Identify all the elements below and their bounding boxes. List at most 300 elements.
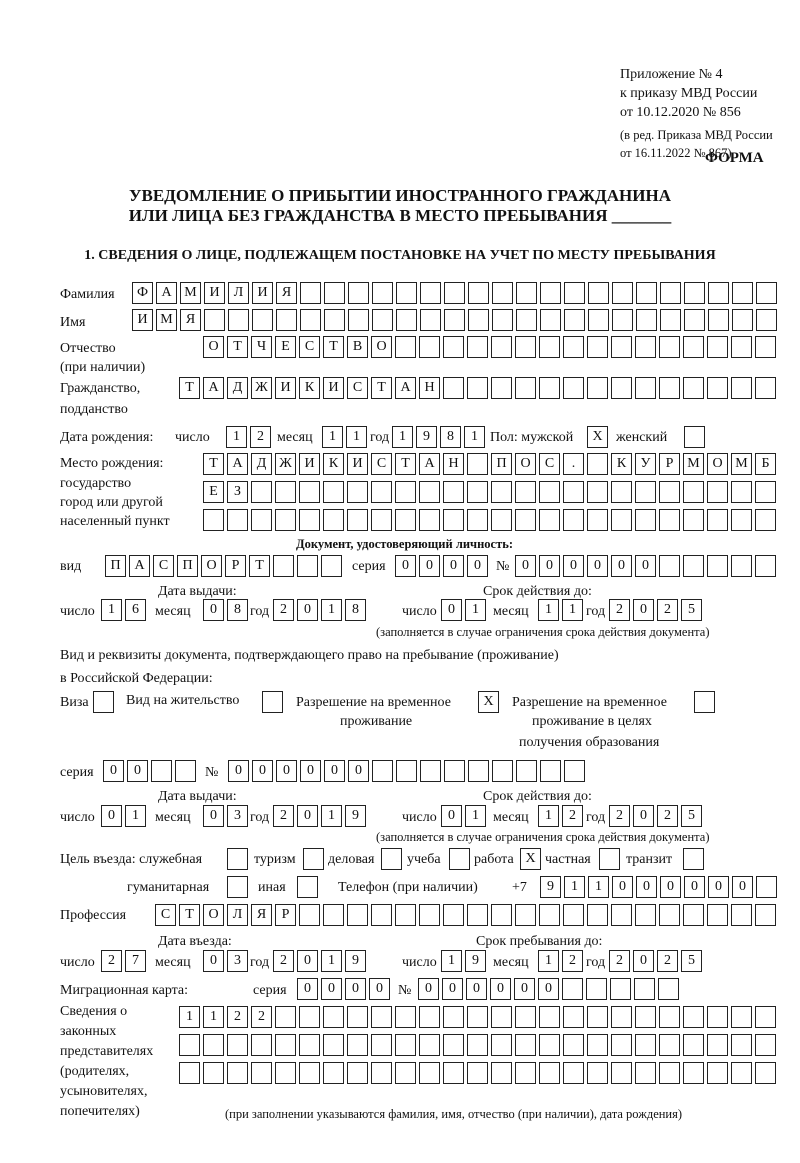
char-cell[interactable]: И bbox=[204, 282, 225, 304]
char-cell[interactable] bbox=[539, 336, 560, 358]
char-cell[interactable] bbox=[467, 904, 488, 926]
char-cell[interactable] bbox=[563, 904, 584, 926]
char-cell[interactable]: А bbox=[203, 377, 224, 399]
char-cell[interactable]: М bbox=[156, 309, 177, 331]
char-cell[interactable]: З bbox=[227, 481, 248, 503]
char-cell[interactable]: 1 bbox=[465, 805, 486, 827]
char-cell[interactable] bbox=[515, 1062, 536, 1084]
char-cell[interactable] bbox=[275, 1006, 296, 1028]
char-cell[interactable] bbox=[396, 282, 417, 304]
char-cell[interactable]: 1 bbox=[322, 426, 343, 448]
char-cell[interactable] bbox=[755, 481, 776, 503]
char-cell[interactable] bbox=[348, 282, 369, 304]
id-issue-month-field[interactable] bbox=[203, 599, 251, 621]
char-cell[interactable]: С bbox=[371, 453, 392, 475]
char-cell[interactable] bbox=[371, 1062, 392, 1084]
char-cell[interactable] bbox=[660, 282, 681, 304]
char-cell[interactable] bbox=[371, 1006, 392, 1028]
char-cell[interactable] bbox=[587, 1034, 608, 1056]
char-cell[interactable] bbox=[323, 1062, 344, 1084]
purpose-humanitarian-checkbox[interactable] bbox=[227, 876, 251, 898]
char-cell[interactable]: К bbox=[323, 453, 344, 475]
char-cell[interactable] bbox=[539, 1006, 560, 1028]
char-cell[interactable] bbox=[659, 377, 680, 399]
char-cell[interactable]: А bbox=[129, 555, 150, 577]
birthplace-field-3[interactable] bbox=[203, 509, 779, 531]
char-cell[interactable] bbox=[635, 481, 656, 503]
char-cell[interactable] bbox=[297, 555, 318, 577]
char-cell[interactable]: 2 bbox=[251, 1006, 272, 1028]
char-cell[interactable] bbox=[151, 760, 172, 782]
char-cell[interactable] bbox=[467, 1062, 488, 1084]
char-cell[interactable] bbox=[684, 309, 705, 331]
char-cell[interactable]: 0 bbox=[515, 555, 536, 577]
char-cell[interactable] bbox=[731, 481, 752, 503]
char-cell[interactable] bbox=[381, 848, 402, 870]
char-cell[interactable]: 0 bbox=[395, 555, 416, 577]
char-cell[interactable]: 0 bbox=[490, 978, 511, 1000]
char-cell[interactable] bbox=[540, 760, 561, 782]
purpose-work-checkbox[interactable] bbox=[520, 848, 544, 870]
char-cell[interactable]: 0 bbox=[563, 555, 584, 577]
char-cell[interactable]: Т bbox=[371, 377, 392, 399]
char-cell[interactable] bbox=[755, 904, 776, 926]
char-cell[interactable]: 0 bbox=[708, 876, 729, 898]
char-cell[interactable] bbox=[611, 1006, 632, 1028]
char-cell[interactable]: 0 bbox=[442, 978, 463, 1000]
char-cell[interactable]: О bbox=[201, 555, 222, 577]
char-cell[interactable]: И bbox=[252, 282, 273, 304]
char-cell[interactable] bbox=[203, 1062, 224, 1084]
char-cell[interactable]: 1 bbox=[538, 950, 559, 972]
char-cell[interactable]: С bbox=[347, 377, 368, 399]
char-cell[interactable] bbox=[587, 1006, 608, 1028]
char-cell[interactable] bbox=[756, 309, 777, 331]
char-cell[interactable] bbox=[419, 1006, 440, 1028]
char-cell[interactable]: 1 bbox=[538, 805, 559, 827]
purpose-business-checkbox[interactable] bbox=[381, 848, 405, 870]
char-cell[interactable]: К bbox=[611, 453, 632, 475]
char-cell[interactable]: 8 bbox=[227, 599, 248, 621]
rd-issue-month-field[interactable] bbox=[203, 805, 251, 827]
char-cell[interactable] bbox=[683, 481, 704, 503]
char-cell[interactable]: 5 bbox=[681, 950, 702, 972]
char-cell[interactable]: 2 bbox=[657, 599, 678, 621]
char-cell[interactable]: И bbox=[299, 453, 320, 475]
char-cell[interactable]: О bbox=[203, 336, 224, 358]
char-cell[interactable]: 0 bbox=[467, 555, 488, 577]
char-cell[interactable]: 1 bbox=[179, 1006, 200, 1028]
char-cell[interactable] bbox=[300, 282, 321, 304]
char-cell[interactable] bbox=[683, 1062, 704, 1084]
char-cell[interactable]: 0 bbox=[635, 555, 656, 577]
char-cell[interactable]: 0 bbox=[441, 599, 462, 621]
char-cell[interactable] bbox=[251, 481, 272, 503]
char-cell[interactable] bbox=[516, 309, 537, 331]
char-cell[interactable]: 1 bbox=[125, 805, 146, 827]
char-cell[interactable]: 0 bbox=[443, 555, 464, 577]
char-cell[interactable]: 1 bbox=[538, 599, 559, 621]
char-cell[interactable] bbox=[635, 336, 656, 358]
char-cell[interactable] bbox=[347, 1006, 368, 1028]
char-cell[interactable]: 2 bbox=[273, 805, 294, 827]
char-cell[interactable]: 2 bbox=[609, 805, 630, 827]
char-cell[interactable] bbox=[755, 1034, 776, 1056]
char-cell[interactable]: 0 bbox=[538, 978, 559, 1000]
char-cell[interactable]: О bbox=[371, 336, 392, 358]
char-cell[interactable] bbox=[371, 1034, 392, 1056]
char-cell[interactable] bbox=[203, 509, 224, 531]
char-cell[interactable] bbox=[300, 309, 321, 331]
char-cell[interactable]: А bbox=[156, 282, 177, 304]
char-cell[interactable] bbox=[659, 1006, 680, 1028]
char-cell[interactable]: М bbox=[731, 453, 752, 475]
char-cell[interactable]: X bbox=[587, 426, 608, 448]
char-cell[interactable] bbox=[275, 1034, 296, 1056]
char-cell[interactable] bbox=[419, 509, 440, 531]
char-cell[interactable] bbox=[731, 377, 752, 399]
char-cell[interactable] bbox=[564, 282, 585, 304]
char-cell[interactable] bbox=[635, 1006, 656, 1028]
char-cell[interactable]: Н bbox=[419, 377, 440, 399]
char-cell[interactable] bbox=[491, 1006, 512, 1028]
reps-field-2[interactable] bbox=[179, 1034, 779, 1056]
char-cell[interactable] bbox=[563, 481, 584, 503]
char-cell[interactable]: 0 bbox=[441, 805, 462, 827]
char-cell[interactable] bbox=[93, 691, 114, 713]
mc-number-field[interactable] bbox=[418, 978, 682, 1000]
char-cell[interactable] bbox=[563, 1062, 584, 1084]
char-cell[interactable] bbox=[262, 691, 283, 713]
char-cell[interactable] bbox=[491, 377, 512, 399]
char-cell[interactable] bbox=[707, 904, 728, 926]
char-cell[interactable] bbox=[755, 1006, 776, 1028]
id-number-field[interactable] bbox=[515, 555, 779, 577]
char-cell[interactable] bbox=[395, 1034, 416, 1056]
purpose-transit-checkbox[interactable] bbox=[683, 848, 707, 870]
stay-year-field[interactable] bbox=[609, 950, 705, 972]
char-cell[interactable] bbox=[755, 377, 776, 399]
char-cell[interactable]: 2 bbox=[227, 1006, 248, 1028]
char-cell[interactable] bbox=[562, 978, 583, 1000]
char-cell[interactable]: Ч bbox=[251, 336, 272, 358]
char-cell[interactable] bbox=[635, 377, 656, 399]
char-cell[interactable] bbox=[539, 1034, 560, 1056]
phone-field[interactable] bbox=[540, 876, 780, 898]
char-cell[interactable]: 9 bbox=[416, 426, 437, 448]
char-cell[interactable] bbox=[443, 904, 464, 926]
char-cell[interactable]: 1 bbox=[464, 426, 485, 448]
stay-day-field[interactable] bbox=[441, 950, 489, 972]
char-cell[interactable]: И bbox=[347, 453, 368, 475]
patronymic-field[interactable] bbox=[203, 336, 779, 358]
char-cell[interactable]: Л bbox=[227, 904, 248, 926]
char-cell[interactable] bbox=[396, 309, 417, 331]
char-cell[interactable]: С bbox=[155, 904, 176, 926]
char-cell[interactable] bbox=[515, 1034, 536, 1056]
char-cell[interactable] bbox=[395, 904, 416, 926]
char-cell[interactable] bbox=[610, 978, 631, 1000]
char-cell[interactable] bbox=[251, 1062, 272, 1084]
char-cell[interactable] bbox=[539, 509, 560, 531]
char-cell[interactable] bbox=[299, 904, 320, 926]
char-cell[interactable] bbox=[515, 336, 536, 358]
char-cell[interactable] bbox=[492, 309, 513, 331]
char-cell[interactable] bbox=[444, 309, 465, 331]
char-cell[interactable] bbox=[658, 978, 679, 1000]
char-cell[interactable]: Т bbox=[227, 336, 248, 358]
char-cell[interactable]: Ф bbox=[132, 282, 153, 304]
char-cell[interactable]: 1 bbox=[321, 599, 342, 621]
char-cell[interactable] bbox=[707, 377, 728, 399]
birth-day-field[interactable] bbox=[226, 426, 274, 448]
purpose-official-checkbox[interactable] bbox=[227, 848, 251, 870]
char-cell[interactable]: 2 bbox=[273, 599, 294, 621]
char-cell[interactable]: 2 bbox=[101, 950, 122, 972]
char-cell[interactable]: 2 bbox=[250, 426, 271, 448]
char-cell[interactable]: С bbox=[299, 336, 320, 358]
rd-number-field[interactable] bbox=[228, 760, 588, 782]
entry-month-field[interactable] bbox=[203, 950, 251, 972]
char-cell[interactable]: Е bbox=[275, 336, 296, 358]
rd-issue-year-field[interactable] bbox=[273, 805, 369, 827]
char-cell[interactable] bbox=[443, 1062, 464, 1084]
char-cell[interactable]: 0 bbox=[348, 760, 369, 782]
char-cell[interactable] bbox=[323, 1006, 344, 1028]
char-cell[interactable] bbox=[515, 481, 536, 503]
char-cell[interactable]: 0 bbox=[660, 876, 681, 898]
char-cell[interactable] bbox=[588, 282, 609, 304]
char-cell[interactable] bbox=[563, 336, 584, 358]
entry-day-field[interactable] bbox=[101, 950, 149, 972]
char-cell[interactable] bbox=[587, 904, 608, 926]
char-cell[interactable]: 1 bbox=[441, 950, 462, 972]
char-cell[interactable] bbox=[228, 309, 249, 331]
char-cell[interactable] bbox=[634, 978, 655, 1000]
char-cell[interactable] bbox=[659, 481, 680, 503]
char-cell[interactable] bbox=[347, 509, 368, 531]
char-cell[interactable] bbox=[756, 282, 777, 304]
char-cell[interactable] bbox=[755, 1062, 776, 1084]
char-cell[interactable]: 2 bbox=[562, 805, 583, 827]
char-cell[interactable] bbox=[587, 509, 608, 531]
char-cell[interactable]: С bbox=[539, 453, 560, 475]
char-cell[interactable] bbox=[419, 336, 440, 358]
char-cell[interactable] bbox=[587, 336, 608, 358]
mc-series-field[interactable] bbox=[297, 978, 393, 1000]
char-cell[interactable]: 0 bbox=[633, 950, 654, 972]
char-cell[interactable] bbox=[731, 509, 752, 531]
char-cell[interactable]: 1 bbox=[564, 876, 585, 898]
char-cell[interactable] bbox=[515, 904, 536, 926]
id-valid-day-field[interactable] bbox=[441, 599, 489, 621]
char-cell[interactable] bbox=[491, 1034, 512, 1056]
char-cell[interactable] bbox=[467, 377, 488, 399]
char-cell[interactable]: 1 bbox=[588, 876, 609, 898]
char-cell[interactable] bbox=[323, 509, 344, 531]
char-cell[interactable] bbox=[419, 481, 440, 503]
char-cell[interactable]: О bbox=[515, 453, 536, 475]
char-cell[interactable]: К bbox=[299, 377, 320, 399]
id-series-field[interactable] bbox=[395, 555, 491, 577]
char-cell[interactable]: И bbox=[323, 377, 344, 399]
char-cell[interactable] bbox=[659, 904, 680, 926]
char-cell[interactable]: П bbox=[491, 453, 512, 475]
char-cell[interactable]: Я bbox=[180, 309, 201, 331]
char-cell[interactable] bbox=[659, 1034, 680, 1056]
char-cell[interactable] bbox=[659, 509, 680, 531]
char-cell[interactable] bbox=[564, 760, 585, 782]
char-cell[interactable]: 1 bbox=[392, 426, 413, 448]
char-cell[interactable] bbox=[371, 481, 392, 503]
char-cell[interactable]: Р bbox=[659, 453, 680, 475]
char-cell[interactable]: О bbox=[203, 904, 224, 926]
char-cell[interactable] bbox=[275, 509, 296, 531]
char-cell[interactable]: 3 bbox=[227, 950, 248, 972]
char-cell[interactable]: 9 bbox=[345, 805, 366, 827]
char-cell[interactable] bbox=[468, 760, 489, 782]
char-cell[interactable]: 0 bbox=[101, 805, 122, 827]
visa-checkbox[interactable] bbox=[93, 691, 117, 713]
char-cell[interactable] bbox=[516, 760, 537, 782]
char-cell[interactable]: . bbox=[563, 453, 584, 475]
char-cell[interactable]: 0 bbox=[300, 760, 321, 782]
char-cell[interactable] bbox=[563, 377, 584, 399]
char-cell[interactable] bbox=[443, 481, 464, 503]
profession-field[interactable] bbox=[155, 904, 779, 926]
char-cell[interactable] bbox=[299, 1062, 320, 1084]
char-cell[interactable] bbox=[204, 309, 225, 331]
char-cell[interactable]: Д bbox=[227, 377, 248, 399]
rd-valid-year-field[interactable] bbox=[609, 805, 705, 827]
char-cell[interactable] bbox=[515, 509, 536, 531]
char-cell[interactable] bbox=[683, 336, 704, 358]
char-cell[interactable] bbox=[467, 1006, 488, 1028]
char-cell[interactable] bbox=[515, 377, 536, 399]
char-cell[interactable] bbox=[732, 309, 753, 331]
char-cell[interactable] bbox=[599, 848, 620, 870]
char-cell[interactable] bbox=[707, 555, 728, 577]
char-cell[interactable]: 0 bbox=[633, 599, 654, 621]
id-valid-year-field[interactable] bbox=[609, 599, 705, 621]
birth-month-field[interactable] bbox=[322, 426, 370, 448]
char-cell[interactable] bbox=[611, 1062, 632, 1084]
char-cell[interactable] bbox=[227, 1034, 248, 1056]
char-cell[interactable]: 0 bbox=[297, 950, 318, 972]
char-cell[interactable] bbox=[348, 309, 369, 331]
char-cell[interactable]: П bbox=[177, 555, 198, 577]
char-cell[interactable] bbox=[586, 978, 607, 1000]
char-cell[interactable]: 0 bbox=[539, 555, 560, 577]
char-cell[interactable] bbox=[420, 282, 441, 304]
char-cell[interactable]: Л bbox=[228, 282, 249, 304]
char-cell[interactable]: 0 bbox=[684, 876, 705, 898]
residence-checkbox[interactable] bbox=[262, 691, 286, 713]
char-cell[interactable] bbox=[755, 336, 776, 358]
char-cell[interactable] bbox=[731, 336, 752, 358]
char-cell[interactable] bbox=[563, 1034, 584, 1056]
char-cell[interactable]: 0 bbox=[324, 760, 345, 782]
char-cell[interactable] bbox=[179, 1034, 200, 1056]
char-cell[interactable] bbox=[683, 848, 704, 870]
char-cell[interactable] bbox=[563, 1006, 584, 1028]
char-cell[interactable] bbox=[419, 1062, 440, 1084]
char-cell[interactable]: А bbox=[395, 377, 416, 399]
char-cell[interactable] bbox=[444, 760, 465, 782]
char-cell[interactable] bbox=[731, 1006, 752, 1028]
char-cell[interactable]: П bbox=[105, 555, 126, 577]
char-cell[interactable] bbox=[539, 1062, 560, 1084]
char-cell[interactable] bbox=[443, 1006, 464, 1028]
char-cell[interactable] bbox=[683, 509, 704, 531]
char-cell[interactable] bbox=[395, 1006, 416, 1028]
char-cell[interactable] bbox=[420, 760, 441, 782]
char-cell[interactable]: 5 bbox=[681, 805, 702, 827]
char-cell[interactable] bbox=[635, 1062, 656, 1084]
char-cell[interactable]: 0 bbox=[466, 978, 487, 1000]
char-cell[interactable] bbox=[395, 336, 416, 358]
char-cell[interactable]: 2 bbox=[273, 950, 294, 972]
char-cell[interactable]: 0 bbox=[297, 805, 318, 827]
char-cell[interactable] bbox=[611, 336, 632, 358]
char-cell[interactable] bbox=[683, 377, 704, 399]
char-cell[interactable]: 2 bbox=[657, 950, 678, 972]
char-cell[interactable]: 0 bbox=[633, 805, 654, 827]
char-cell[interactable]: 9 bbox=[345, 950, 366, 972]
char-cell[interactable]: 2 bbox=[562, 950, 583, 972]
char-cell[interactable] bbox=[467, 453, 488, 475]
char-cell[interactable] bbox=[659, 1062, 680, 1084]
char-cell[interactable] bbox=[299, 1006, 320, 1028]
char-cell[interactable] bbox=[731, 904, 752, 926]
char-cell[interactable] bbox=[467, 509, 488, 531]
char-cell[interactable] bbox=[491, 336, 512, 358]
char-cell[interactable]: Т bbox=[249, 555, 270, 577]
char-cell[interactable] bbox=[539, 481, 560, 503]
char-cell[interactable] bbox=[731, 1034, 752, 1056]
char-cell[interactable] bbox=[707, 1006, 728, 1028]
char-cell[interactable] bbox=[611, 377, 632, 399]
char-cell[interactable] bbox=[395, 509, 416, 531]
char-cell[interactable] bbox=[491, 1062, 512, 1084]
char-cell[interactable]: Я bbox=[251, 904, 272, 926]
char-cell[interactable] bbox=[299, 1034, 320, 1056]
char-cell[interactable]: 0 bbox=[203, 599, 224, 621]
char-cell[interactable]: 6 bbox=[125, 599, 146, 621]
char-cell[interactable] bbox=[611, 481, 632, 503]
char-cell[interactable]: А bbox=[227, 453, 248, 475]
char-cell[interactable]: 0 bbox=[297, 978, 318, 1000]
char-cell[interactable] bbox=[297, 876, 318, 898]
char-cell[interactable] bbox=[611, 904, 632, 926]
char-cell[interactable] bbox=[323, 481, 344, 503]
char-cell[interactable]: 0 bbox=[252, 760, 273, 782]
char-cell[interactable]: Т bbox=[179, 377, 200, 399]
char-cell[interactable]: 0 bbox=[612, 876, 633, 898]
purpose-tourism-checkbox[interactable] bbox=[303, 848, 327, 870]
char-cell[interactable] bbox=[299, 509, 320, 531]
char-cell[interactable]: 5 bbox=[681, 599, 702, 621]
char-cell[interactable]: 9 bbox=[540, 876, 561, 898]
char-cell[interactable]: Б bbox=[755, 453, 776, 475]
char-cell[interactable]: С bbox=[153, 555, 174, 577]
char-cell[interactable] bbox=[227, 1062, 248, 1084]
char-cell[interactable] bbox=[707, 336, 728, 358]
char-cell[interactable]: 1 bbox=[562, 599, 583, 621]
char-cell[interactable]: Р bbox=[275, 904, 296, 926]
char-cell[interactable]: Т bbox=[323, 336, 344, 358]
char-cell[interactable]: Н bbox=[443, 453, 464, 475]
